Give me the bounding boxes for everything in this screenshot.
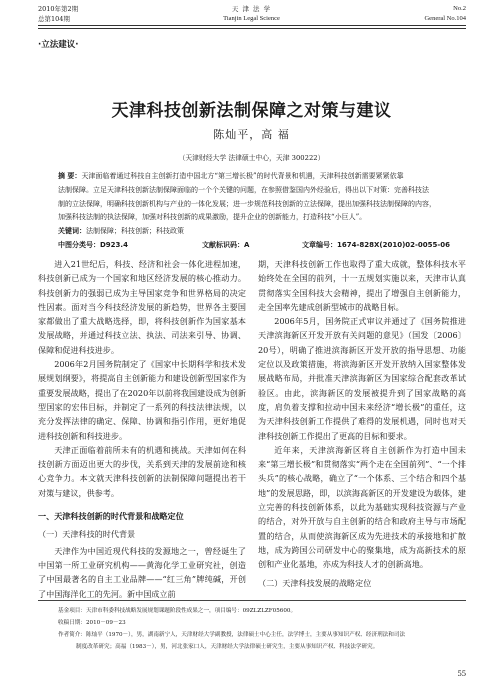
header-year: 2010年第2期 — [38, 5, 79, 13]
received-date: 收稿日期：2010－09－23 — [58, 620, 126, 626]
header-issue: 总第104期 — [38, 15, 70, 23]
header-no: No.2 — [453, 5, 466, 12]
header-rule-thin — [38, 28, 466, 29]
subsection-heading: （二）天津科技发展的战略定位 — [258, 577, 372, 588]
abstract-line-3: 制的立法保障，明确科技创新机构与产业的一体化发展；进一步规范科技创新的立法保障，提出加强科技法制保障的内容， — [58, 199, 436, 208]
header-journal-cn: 天 津 法 学 — [231, 5, 272, 13]
body-left-column — [38, 257, 246, 599]
abstract-line-1: 天津面临着通过科技自主创新打造中国北方“第三增长极”的时代背景和机遇，天津科技创新需要紧紧依靠 — [81, 172, 404, 180]
keywords-label: 关键词： — [58, 227, 86, 236]
subsection-heading: （一）天津科技的时代背景 — [38, 529, 136, 540]
paragraph: 天津作为中国近现代科技的发源地之一，曾经诞生了中国第一所工业研究机构——黄海化学工业研究社，创造了中国最著名的自主工业品牌——“红三角”牌纯碱，开创了中国海洋化工的先河。新中国成立前 — [38, 545, 246, 599]
paragraph: 期，天津科技创新工作也取得了重大成就，整体科技水平始终处在全国的前列，十一五规划实施以来，天津市认真贯彻落实全国科技大会精神，提出了增强自主创新能力，走全国率先建成创新型城市的战略目标。 — [258, 259, 466, 312]
footnote-rule — [38, 600, 466, 601]
abstract-line-2: 法制保障。立足天津科技创新法制保障面临的一个个关键的问题，在参照借鉴国内外经验后，得出以下对策：完善科技法 — [58, 185, 429, 194]
header-general-no: General No.104 — [424, 15, 466, 22]
document-code: 文献标识码：A — [202, 241, 250, 249]
article-number: 文章编号：1674-828X(2010)02-0055-06 — [302, 241, 451, 249]
clc-number: 中图分类号：D923.4 — [58, 241, 128, 249]
section-heading: 一、天津科技创新的时代背景和战略定位 — [38, 511, 184, 522]
header-journal-en: Tianjin Legal Science — [223, 15, 280, 22]
article-authors: 陈灿平，高 福 — [213, 128, 290, 141]
article-title: 天津科技创新法制保障之对策与建议 — [111, 101, 392, 121]
author-bio-line-2: 制度改革研究；高福（1983－），男，河北张家口人，天津财经大学法律硕士研究生，主要从事知识产权、科技法学研究。 — [76, 644, 379, 650]
paragraph: 进入21世纪后，科技、经济和社会一体化进程加速，科技创新已成为一个国家和地区经济发展的核心推动力。科技创新力的强弱已成为主导国家竞争和世界格局的决定性因素。面对当今科技经济发展的新趋势，世界各主要国家都做出了重大战略选择，即，将科技创新作为国家基本发展战略，并通过科技立法、执法、司法来引导、协调、保障和促进科技进步。 — [38, 259, 246, 355]
abstract-label: 摘 要： — [58, 172, 82, 180]
paragraph: 近年来，天津滨海新区将自主创新作为打造中国未来“第三增长极”和贯彻落实“两个走在全国前列”、“一个排头兵”的核心战略，确立了“一个体系、三个结合和四个基地”的发展思路，即，以滨海高新区的开发建设为载体，建立完善的科技创新体系，以此为基础实现科技资源与产业的结合，对外开放与自主创新的结合和政府主导与市场配置的结合，从而使滨海新区成为先进技术的承接地和扩散地，成为跨国公司研发中心的聚集地，成为高新技术的原创和产业化基地，亦成为科技人才的创新高地。 — [258, 444, 466, 570]
column-tag: ·立法建议· — [38, 40, 79, 50]
fund-note: 基金项目：天津市科委科技战略发展规划课题阶段性成果之一，项目编号：09ZLZLZF05600。 — [58, 608, 297, 614]
body-right-column — [258, 257, 466, 592]
author-affiliation: （天津财经大学 法律硕士中心，天津 300222） — [178, 154, 325, 162]
abstract — [58, 170, 450, 239]
author-bio-line-1: 作者简介：陈灿平（1970－），男，湖南新宁人，天津财经大学副教授，法律硕士中心主任，法学博士，主要从事知识产权、经济刑法和司法 — [58, 632, 406, 638]
page-number: 55 — [457, 668, 466, 678]
abstract-line-4: 加强科技法制的执法保障，加强对科技创新的成果激励，提升企业的创新能力，打造科技“小巨人”。 — [58, 213, 367, 222]
paragraph: 2006年5月，国务院正式审议并通过了《国务院推进天津滨海新区开发开放有关问题的意见》（国发〔2006〕20号），明确了推进滨海新区开发开放的指导思想、功能定位以及政策措施，将滨海新区开发开放纳入国家整体发展战略布局，并批准天津滨海新区为国家综合配套改革试验区。由此，滨海新区的发展被提升到了国家战略的高度，肩负着支撑和拉动中国未来经济“增长极”的重任，这为天津科技创新工作提供了难得的发展机遇，同时也对天津科技创新工作提出了更高的目标和要求。 — [258, 316, 466, 441]
keywords-text: 法制保障；科技创新；科技政策 — [86, 227, 184, 236]
header-rule-thick — [38, 25, 466, 26]
paragraph: 天津正面临着前所未有的机遇和挑战。天津如何在科技创新方面迈出更大的步伐，关系到天津的发展前途和核心竞争力。本文就天津科技创新的法制保障问题提出若干对策与建议，供参考。 — [38, 444, 246, 498]
paragraph: 2006年2月国务院制定了《国家中长期科学和技术发展规划纲要》，将提高自主创新能力和建设创新型国家作为重要发展战略，提出了在2020年以前将我国建设成为创新型国家的宏伟目标，并制定了一系列的科技法律法规，以充分发挥法律的确定、保障、协调和指引作用，更好地促进科技创新和科技进步。 — [38, 359, 246, 441]
